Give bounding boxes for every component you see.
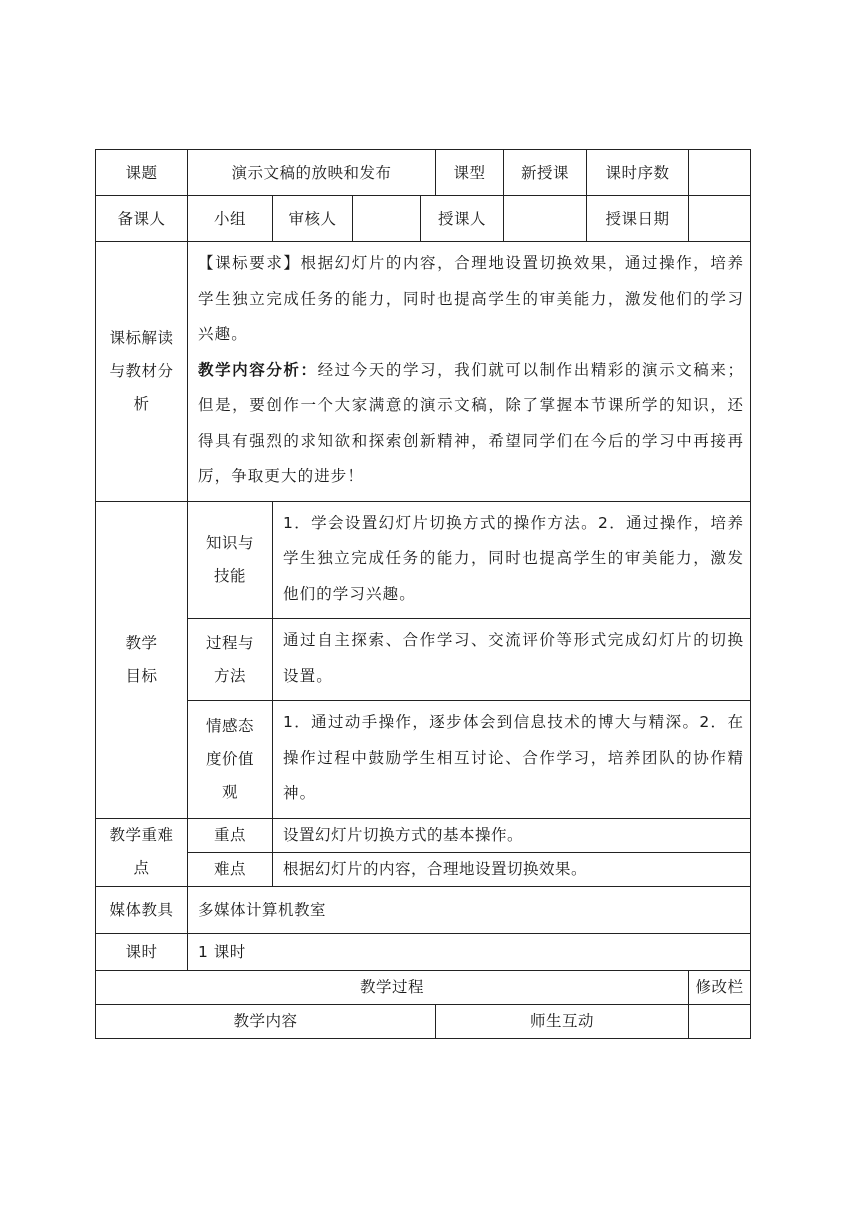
analysis-label-line3: 析 [133, 394, 150, 413]
goals-knowledge-row [96, 501, 751, 619]
hours-label: 课时 [96, 933, 188, 970]
teacher-label: 授课人 [421, 196, 504, 242]
reviewer-label: 审核人 [273, 196, 353, 242]
process-method-label [188, 619, 273, 701]
revision-cell [689, 1004, 751, 1038]
interaction-column-label: 师生互动 [436, 1004, 689, 1038]
process-method-label-line1: 过程与 [205, 633, 254, 652]
date-label: 授课日期 [587, 196, 689, 242]
analysis-row [96, 242, 751, 502]
people-row [96, 196, 751, 242]
analysis-label-line1: 课标解读 [109, 328, 174, 347]
seq-value [689, 150, 751, 196]
hours-row [96, 933, 751, 970]
revision-label: 修改栏 [689, 970, 751, 1004]
content-column-label: 教学内容 [96, 1004, 436, 1038]
analysis-label [96, 242, 188, 502]
type-label: 课型 [436, 150, 504, 196]
difficulty-label: 难点 [188, 852, 273, 886]
process-title-row [96, 970, 751, 1004]
knowledge-label [188, 501, 273, 619]
key-points-label-line1: 教学重难 [109, 826, 174, 844]
group-label: 小组 [188, 196, 273, 242]
process-method-text: 通过自主探索、合作学习、交流评价等形式完成幻灯片的切换设置。 [273, 619, 751, 701]
date-value [689, 196, 751, 242]
process-method-label-line2: 方法 [213, 666, 246, 685]
curriculum-requirement-title: 【课标要求】 [198, 254, 301, 272]
goals-label-line1: 教学 [125, 633, 158, 652]
key-text: 设置幻灯片切换方式的基本操作。 [273, 818, 751, 852]
curriculum-requirement-text: 根据幻灯片的内容，合理地设置切换效果，通过操作，培养学生独立完成任务的能力，同时也提高学生的审美能力，激发他们的学习兴趣。 [198, 254, 745, 343]
key-points-label [96, 818, 188, 886]
key-point-row [96, 818, 751, 852]
key-label: 重点 [188, 818, 273, 852]
content-analysis-title: 教学内容分析： [198, 360, 318, 379]
topic-row [96, 150, 751, 196]
media-label: 媒体教具 [96, 886, 188, 933]
key-points-label-line2: 点 [133, 859, 150, 877]
process-title: 教学过程 [96, 970, 689, 1004]
analysis-label-line2: 与教材分 [109, 361, 174, 380]
goals-label [96, 501, 188, 818]
process-columns-row [96, 1004, 751, 1038]
emotion-label-line3: 观 [221, 782, 238, 801]
analysis-text [188, 242, 751, 502]
goals-label-line2: 目标 [125, 666, 158, 685]
preparer-label: 备课人 [96, 196, 188, 242]
knowledge-text: 1．学会设置幻灯片切换方式的操作方法。2．通过操作，培养学生独立完成任务的能力，同时也提高学生的审美能力，激发他们的学习兴趣。 [273, 501, 751, 619]
topic-value: 演示文稿的放映和发布 [188, 150, 436, 196]
emotion-label-line2: 度价值 [205, 749, 254, 768]
content-analysis-text: 经过今天的学习，我们就可以制作出精彩的演示文稿来；但是，要创作一个大家满意的演示文稿，除了掌握本节课所学的知识，还得具有强烈的求知欲和探索创新精神，希望同学们在今后的学习中再接再厉，争取更大的进步！ [198, 360, 745, 485]
emotion-text: 1．通过动手操作，逐步体会到信息技术的博大与精深。2．在操作过程中鼓励学生相互讨论、合作学习，培养团队的协作精神。 [273, 701, 751, 819]
knowledge-label-line1: 知识与 [205, 533, 254, 552]
difficulty-row [96, 852, 751, 886]
difficulty-text: 根据幻灯片的内容，合理地设置切换效果。 [273, 852, 751, 886]
goals-process-row [96, 619, 751, 701]
emotion-label [188, 701, 273, 819]
seq-label: 课时序数 [587, 150, 689, 196]
reviewer-value [353, 196, 421, 242]
knowledge-label-line2: 技能 [213, 566, 246, 585]
teacher-value [504, 196, 587, 242]
hours-text: 1 课时 [188, 933, 751, 970]
type-value: 新授课 [504, 150, 587, 196]
media-text: 多媒体计算机教室 [188, 886, 751, 933]
lesson-plan-table [95, 149, 751, 1039]
goals-emotion-row [96, 701, 751, 819]
emotion-label-line1: 情感态 [205, 716, 254, 735]
topic-label: 课题 [96, 150, 188, 196]
media-row [96, 886, 751, 933]
